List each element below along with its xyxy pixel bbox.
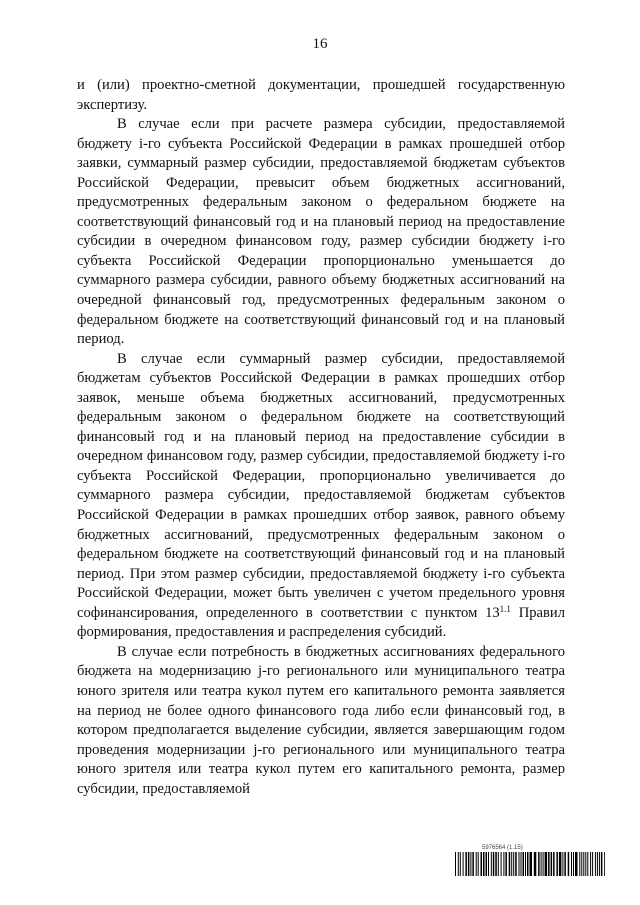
- paragraph-continuation: и (или) проектно-сметной документации, прошедшей государственную экспертизу.: [77, 77, 565, 113]
- paragraph-theater-modernization: В случае если потребность в бюджетных ассигнованиях федерального бюджета на модернизацию j-го регионального или муниципального театра юного зрителя или театра кукол путем его капитального ремонта заявляется на период не более одного финансового года либо если финансовый год, в котором предполагается выделение субсидии, является завершающим годом проведения модернизации j-го регионального или муниципального театра юного зрителя или театра кукол путем его капитального ремонта, размер субсидии, предоставляемой: [77, 643, 565, 797]
- clause-superscript: 1.1: [499, 603, 511, 614]
- paragraph-subsidy-increase-text: В случае если суммарный размер субсидии, предоставляемой бюджетам субъектов Российской Федерации в рамках прошедших отбор заявок, меньше объема бюджетных ассигнований, предусмотренных федеральным законом о федеральном бюджете на соответствующий финансовый год и на плановый период на предоставление субсидии в очередном финансовом году, размер субсидии, предоставляемой бюджету i-го субъекта Российской Федерации, пропорционально увеличивается до суммарного размера субсидии, предоставляемой бюджетам субъектов Российской Федерации в рамках прошедших отбор заявок, равного объему бюджетных ассигнований, предусмотренных федеральным законом о федеральном бюджете на соответствующий финансовый год и на плановый период. При этом размер субсидии, предоставляемой бюджету i-го субъекта Российской Федерации, может быть увеличен с учетом предельного уровня софинансирования, определенного в соответствии с пунктом 13: [77, 350, 565, 621]
- paragraph-subsidy-reduction: В случае если при расчете размера субсидии, предоставляемой бюджету i-го субъекта Российской Федерации в рамках прошедшей отбор заявки, суммарный размер субсидии, предоставляемой бюджетам субъектов Российской Федерации, превысит объем бюджетных ассигнований, предусмотренных федеральным законом о федеральном бюджете на соответствующий финансовый год и на плановый период на предоставление субсидии в очередном финансовом году, размер субсидии бюджету i-го субъекта Российской Федерации пропорционально уменьшается до суммарного размера субсидии, равного объему бюджетных ассигнований на очередной финансовый год, предусмотренных федеральным законом о федеральном бюджете на соответствующий финансовый год и на плановый период.: [77, 116, 565, 348]
- paragraph-subsidy-increase: [77, 350, 565, 643]
- paragraph-subsidy-increase-tail: Правил формирования, предоставления и распределения субсидий.: [77, 604, 565, 641]
- document-code: 5976564 (1.15): [482, 845, 523, 851]
- barcode-image: [455, 852, 605, 876]
- document-body: [77, 76, 565, 799]
- page-number: 16: [312, 36, 328, 52]
